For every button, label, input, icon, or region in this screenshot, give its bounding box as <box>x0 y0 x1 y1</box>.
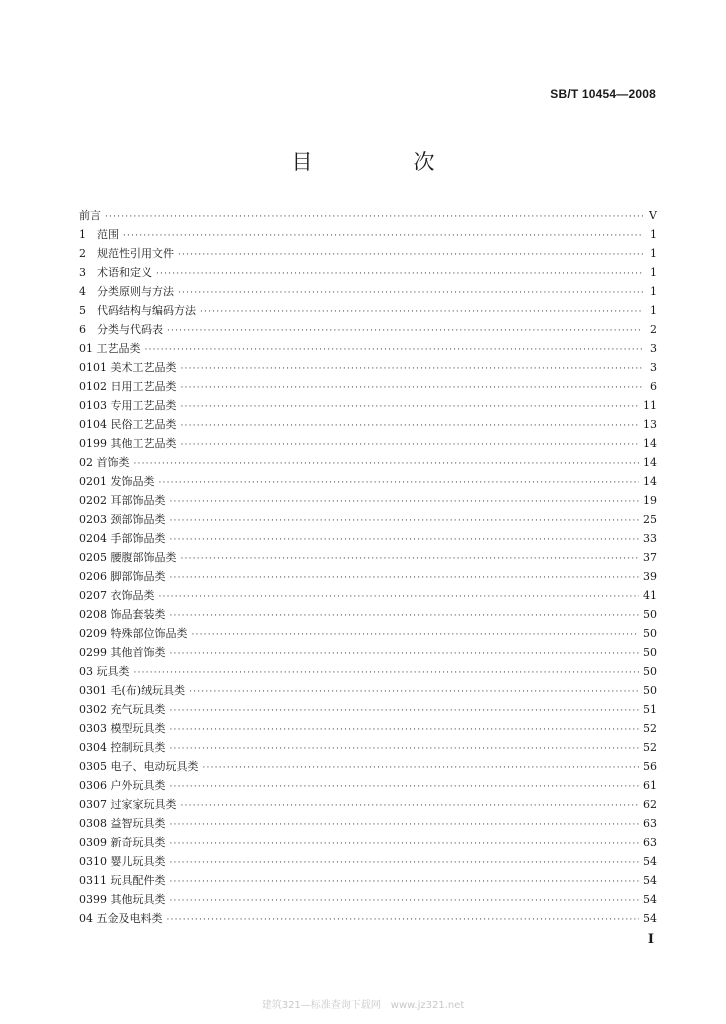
toc-entry[interactable] <box>79 358 657 377</box>
toc-entry[interactable] <box>79 491 657 510</box>
toc-entry-label: 0309 新奇玩具类 <box>79 836 166 849</box>
toc-entry-page: 13 <box>643 418 657 431</box>
toc-entry-label: 0101 美术工艺品类 <box>79 361 177 374</box>
toc-entry[interactable] <box>79 871 657 890</box>
toc-leader-dots <box>181 436 640 455</box>
toc-entry-page: 1 <box>650 247 657 260</box>
toc-entry-label: 02 首饰类 <box>79 456 130 469</box>
toc-entry-label: 0308 益智玩具类 <box>79 817 166 830</box>
toc-entry-page: 37 <box>643 551 657 564</box>
toc-entry-page: 41 <box>643 589 657 602</box>
toc-entry[interactable] <box>79 795 657 814</box>
toc-leader-dots <box>178 246 643 265</box>
toc-leader-dots <box>170 835 640 854</box>
toc-entry[interactable] <box>79 605 657 624</box>
toc-entry-label: 0208 饰品套装类 <box>79 608 166 621</box>
toc-entry[interactable] <box>79 833 657 852</box>
toc-entry-label: 0204 手部饰品类 <box>79 532 166 545</box>
toc-entry[interactable] <box>79 244 657 263</box>
toc-entry-page: 63 <box>643 817 657 830</box>
toc-entry[interactable] <box>79 624 657 643</box>
toc-entry[interactable] <box>79 814 657 833</box>
toc-entry-label: 0301 毛(布)绒玩具类 <box>79 684 186 697</box>
toc-leader-dots <box>170 531 640 550</box>
toc-entry-page: 54 <box>643 912 657 925</box>
toc-entry[interactable] <box>79 757 657 776</box>
toc-leader-dots <box>159 474 640 493</box>
toc-entry-page: 19 <box>643 494 657 507</box>
toc-entry-label: 0310 婴儿玩具类 <box>79 855 166 868</box>
toc-leader-dots <box>170 569 640 588</box>
toc-entry-page: 50 <box>643 627 657 640</box>
toc-entry[interactable] <box>79 681 657 700</box>
toc-entry[interactable] <box>79 415 657 434</box>
toc-entry-label: 前言 <box>79 209 101 222</box>
toc-entry[interactable] <box>79 206 657 225</box>
toc-leader-dots <box>170 740 640 759</box>
toc-entry[interactable] <box>79 377 657 396</box>
toc-leader-dots <box>203 759 640 778</box>
toc-entry-label: 1 范围 <box>79 228 119 241</box>
toc-entry-label: 0306 户外玩具类 <box>79 779 166 792</box>
toc-entry-page: V <box>649 209 657 222</box>
toc-leader-dots <box>170 892 640 911</box>
table-of-contents <box>79 206 657 928</box>
toc-entry-page: 6 <box>650 380 657 393</box>
toc-entry-label: 0203 颈部饰品类 <box>79 513 166 526</box>
toc-entry-label: 0302 充气玩具类 <box>79 703 166 716</box>
toc-leader-dots <box>156 265 643 284</box>
toc-leader-dots <box>181 797 640 816</box>
toc-entry-page: 39 <box>643 570 657 583</box>
toc-entry-page: 1 <box>650 228 657 241</box>
toc-leader-dots <box>200 303 643 322</box>
toc-entry-label: 0303 模型玩具类 <box>79 722 166 735</box>
toc-entry-label: 0307 过家家玩具类 <box>79 798 177 811</box>
toc-leader-dots <box>181 550 640 569</box>
toc-leader-dots <box>189 683 639 702</box>
toc-entry[interactable] <box>79 225 657 244</box>
toc-entry[interactable] <box>79 396 657 415</box>
toc-leader-dots <box>170 493 640 512</box>
toc-entry-label: 6 分类与代码表 <box>79 323 163 336</box>
toc-entry-page: 33 <box>643 532 657 545</box>
toc-leader-dots <box>170 607 640 626</box>
toc-entry-page: 52 <box>643 741 657 754</box>
watermark: 建筑321—标准查询下载网 www.jz321.net <box>261 1000 465 1011</box>
toc-entry-label: 0202 耳部饰品类 <box>79 494 166 507</box>
toc-entry-page: 11 <box>643 399 657 412</box>
toc-entry-label: 0299 其他首饰类 <box>79 646 166 659</box>
toc-leader-dots <box>181 417 640 436</box>
toc-entry-page: 56 <box>643 760 657 773</box>
toc-entry[interactable] <box>79 738 657 757</box>
toc-entry[interactable] <box>79 453 657 472</box>
toc-entry-label: 0311 玩具配件类 <box>79 874 166 887</box>
toc-entry-page: 62 <box>643 798 657 811</box>
toc-entry-label: 0199 其他工艺品类 <box>79 437 177 450</box>
toc-leader-dots <box>170 816 640 835</box>
toc-entry-page: 54 <box>643 874 657 887</box>
toc-entry[interactable] <box>79 662 657 681</box>
toc-leader-dots <box>181 360 644 379</box>
toc-entry-page: 14 <box>643 437 657 450</box>
toc-leader-dots <box>170 873 640 892</box>
toc-entry-page: 3 <box>650 361 657 374</box>
toc-entry-page: 50 <box>643 684 657 697</box>
toc-entry[interactable] <box>79 719 657 738</box>
toc-entry[interactable] <box>79 320 657 339</box>
toc-entry-label: 0399 其他玩具类 <box>79 893 166 906</box>
toc-entry-label: 0304 控制玩具类 <box>79 741 166 754</box>
toc-leader-dots <box>145 341 644 360</box>
toc-entry-label: 0206 脚部饰品类 <box>79 570 166 583</box>
toc-entry[interactable] <box>79 643 657 662</box>
toc-leader-dots <box>170 721 640 740</box>
toc-leader-dots <box>134 664 640 683</box>
toc-leader-dots <box>170 645 640 664</box>
toc-entry-label: 04 五金及电料类 <box>79 912 163 925</box>
toc-entry-label: 0104 民俗工艺品类 <box>79 418 177 431</box>
toc-entry-label: 4 分类原则与方法 <box>79 285 174 298</box>
toc-entry-page: 1 <box>650 285 657 298</box>
toc-entry-page: 54 <box>643 855 657 868</box>
toc-entry[interactable] <box>79 339 657 358</box>
toc-leader-dots <box>178 284 643 303</box>
toc-entry[interactable] <box>79 890 657 909</box>
toc-entry-page: 1 <box>650 304 657 317</box>
toc-leader-dots <box>170 778 640 797</box>
toc-entry[interactable] <box>79 472 657 491</box>
toc-entry[interactable] <box>79 434 657 453</box>
toc-leader-dots <box>170 702 640 721</box>
toc-entry-label: 0207 衣饰品类 <box>79 589 155 602</box>
page-number: I <box>647 932 654 947</box>
toc-leader-dots <box>192 626 640 645</box>
toc-entry-page: 50 <box>643 608 657 621</box>
toc-entry-label: 3 术语和定义 <box>79 266 152 279</box>
toc-leader-dots <box>170 854 640 873</box>
toc-entry-page: 51 <box>643 703 657 716</box>
toc-entry-label: 0209 特殊部位饰品类 <box>79 627 188 640</box>
toc-entry-page: 14 <box>643 456 657 469</box>
standard-code: SB/T 10454—2008 <box>550 87 656 101</box>
toc-entry-label: 0103 专用工艺品类 <box>79 399 177 412</box>
toc-leader-dots <box>105 208 643 227</box>
toc-entry[interactable] <box>79 586 657 605</box>
toc-leader-dots <box>181 398 640 417</box>
toc-entry[interactable] <box>79 852 657 871</box>
page-title: 目 次 <box>291 150 475 174</box>
toc-entry-page: 3 <box>650 342 657 355</box>
toc-entry[interactable] <box>79 548 657 567</box>
toc-entry[interactable] <box>79 909 657 928</box>
toc-entry-page: 50 <box>643 646 657 659</box>
toc-entry-page: 52 <box>643 722 657 735</box>
toc-entry[interactable] <box>79 776 657 795</box>
toc-entry[interactable] <box>79 263 657 282</box>
toc-entry-label: 0205 腰腹部饰品类 <box>79 551 177 564</box>
toc-leader-dots <box>159 588 640 607</box>
toc-entry-label: 2 规范性引用文件 <box>79 247 174 260</box>
toc-entry-page: 25 <box>643 513 657 526</box>
toc-entry-label: 5 代码结构与编码方法 <box>79 304 196 317</box>
toc-leader-dots <box>170 512 640 531</box>
toc-entry-page: 63 <box>643 836 657 849</box>
toc-entry[interactable] <box>79 301 657 320</box>
toc-leader-dots <box>167 322 643 341</box>
toc-entry-label: 03 玩具类 <box>79 665 130 678</box>
toc-leader-dots <box>134 455 640 474</box>
toc-entry-label: 01 工艺品类 <box>79 342 141 355</box>
toc-entry-page: 61 <box>643 779 657 792</box>
toc-entry-label: 0102 日用工艺品类 <box>79 380 177 393</box>
toc-entry[interactable] <box>79 510 657 529</box>
toc-entry[interactable] <box>79 567 657 586</box>
toc-leader-dots <box>167 911 640 930</box>
toc-entry-page: 50 <box>643 665 657 678</box>
toc-entry[interactable] <box>79 282 657 301</box>
toc-entry-label: 0201 发饰品类 <box>79 475 155 488</box>
toc-entry-page: 54 <box>643 893 657 906</box>
toc-entry-page: 1 <box>650 266 657 279</box>
toc-entry-page: 14 <box>643 475 657 488</box>
toc-leader-dots <box>181 379 644 398</box>
toc-entry[interactable] <box>79 700 657 719</box>
toc-entry[interactable] <box>79 529 657 548</box>
toc-entry-label: 0305 电子、电动玩具类 <box>79 760 199 773</box>
toc-leader-dots <box>123 227 643 246</box>
toc-entry-page: 2 <box>650 323 657 336</box>
